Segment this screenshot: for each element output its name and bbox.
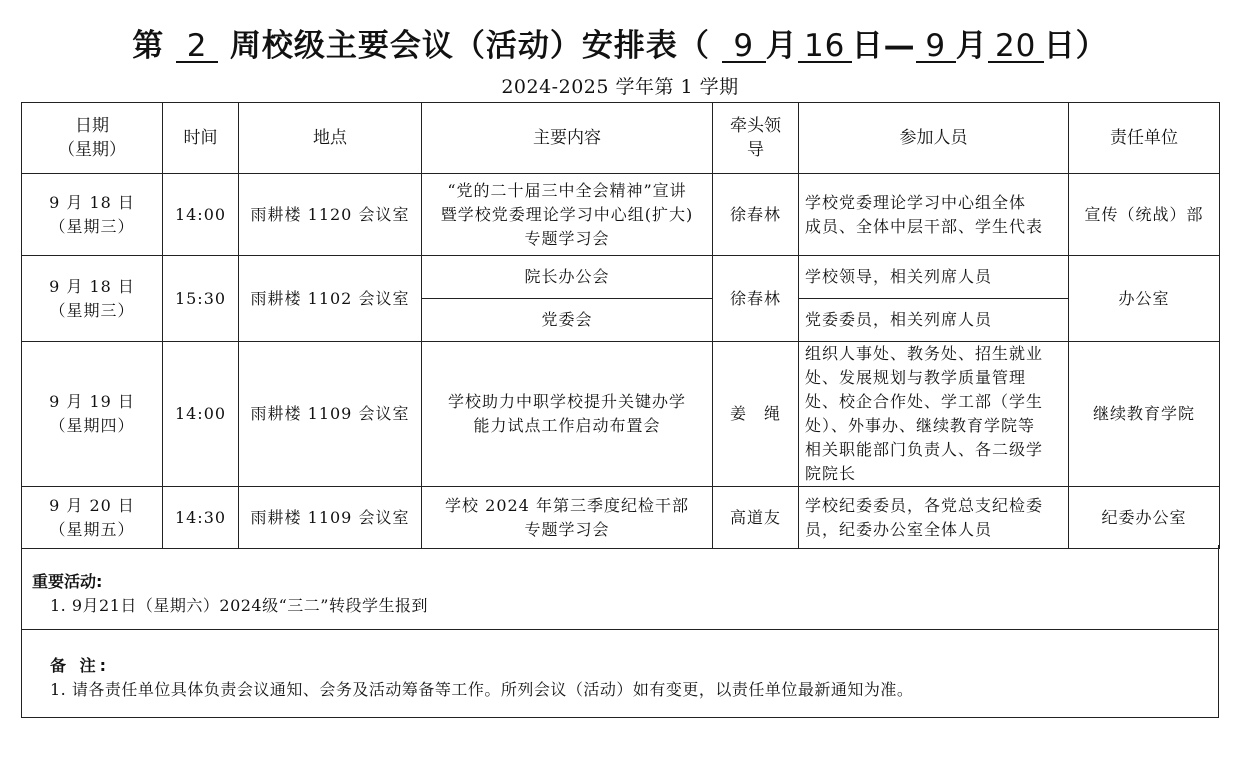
location-cell: 雨耕楼 1102 会议室 [239, 256, 422, 342]
header-participants: 参加人员 [799, 103, 1069, 174]
participants-cell: 党委委员，相关列席人员 [799, 299, 1069, 342]
content-cell [422, 174, 713, 256]
participants-line: 处）、外事办、继续教育学院等 [805, 416, 1036, 435]
header-weekday-label: （星期） [58, 140, 126, 160]
participants-cell [799, 487, 1069, 549]
header-content: 主要内容 [422, 103, 713, 174]
date-cell [22, 256, 163, 342]
table-row [22, 174, 1220, 256]
table-row [22, 487, 1220, 549]
date-text: 9 月 18 日 [49, 276, 135, 296]
content-cell: 院长办公会 [422, 256, 713, 299]
location-cell: 雨耕楼 1109 会议室 [239, 342, 422, 487]
content-line: 专题学习会 [524, 228, 610, 248]
notes-section [21, 545, 1219, 718]
participants-cell [799, 342, 1069, 487]
header-row [22, 103, 1220, 174]
header-date [22, 103, 163, 174]
participants-line: 院院长 [805, 464, 857, 483]
important-item: 1. 9月21日（星期六）2024级“三二”转段学生报到 [50, 596, 428, 615]
time-cell: 14:00 [163, 342, 239, 487]
table-row [22, 342, 1220, 487]
weekday-text: （星期三） [49, 300, 135, 320]
remarks-heading: 备 注: [50, 656, 110, 675]
header-leader [713, 103, 799, 174]
weekday-text: （星期三） [49, 216, 135, 236]
important-heading: 重要活动: [32, 572, 103, 591]
important-activities [22, 545, 1218, 630]
content-cell: 党委会 [422, 299, 713, 342]
participants-line: 相关职能部门负责人、各二级学 [805, 440, 1044, 459]
start-month: 9 [722, 31, 766, 63]
date-text: 9 月 18 日 [49, 192, 135, 212]
unit-cell: 继续教育学院 [1069, 342, 1220, 487]
participants-line: 学校党委理论学习中心组全体 [805, 192, 1027, 212]
unit-cell: 宣传（统战）部 [1069, 174, 1220, 256]
semester-subtitle: 2024-2025 学年第 1 学期 [501, 76, 739, 98]
participants-line: 处、校企合作处、学工部（学生 [805, 392, 1044, 411]
time-cell: 14:00 [163, 174, 239, 256]
header-time: 时间 [163, 103, 239, 174]
schedule-table [21, 102, 1220, 549]
participants-line: 处、发展规划与教学质量管理 [805, 368, 1027, 387]
remarks-item: 1. 请各责任单位具体负责会议通知、会务及活动筹备等工作。所列会议（活动）如有变更，以责任单位最新通知为准。 [50, 680, 914, 699]
participants-line: 组织人事处、教务处、招生就业 [805, 344, 1044, 363]
participants-cell [799, 174, 1069, 256]
leader-cell: 徐春林 [713, 256, 799, 342]
date-text: 9 月 20 日 [49, 495, 135, 515]
title-suffix: 日） [1043, 28, 1108, 64]
weekday-text: （星期五） [49, 519, 135, 539]
participants-line: 成员、全体中层干部、学生代表 [805, 216, 1044, 236]
unit-cell: 纪委办公室 [1069, 487, 1220, 549]
leader-cell: 高道友 [713, 487, 799, 549]
month-char-2: 月 [955, 28, 988, 64]
date-cell [22, 487, 163, 549]
leader-cell: 徐春林 [713, 174, 799, 256]
table-row [22, 256, 1220, 299]
title-middle: 周校级主要会议（活动）安排表（ [229, 28, 710, 64]
header-leader-line1: 牵头领 [730, 116, 781, 136]
unit-cell: 办公室 [1069, 256, 1220, 342]
content-line: 学校助力中职学校提升关键办学 [447, 392, 686, 411]
header-leader-line2: 导 [747, 140, 764, 160]
day-char-1: 日— [851, 28, 916, 64]
title-prefix: 第 [132, 28, 165, 64]
end-day: 20 [988, 31, 1044, 63]
weekday-text: （星期四） [49, 416, 135, 435]
header-unit: 责任单位 [1069, 103, 1220, 174]
page-title [0, 20, 1240, 65]
content-cell [422, 342, 713, 487]
participants-cell: 学校领导，相关列席人员 [799, 256, 1069, 299]
date-text: 9 月 19 日 [49, 392, 135, 411]
location-cell: 雨耕楼 1109 会议室 [239, 487, 422, 549]
content-line: 学校 2024 年第三季度纪检干部 [445, 495, 689, 515]
content-line: 暨学校党委理论学习中心组(扩大) [440, 204, 694, 224]
header-location: 地点 [239, 103, 422, 174]
content-line: 专题学习会 [524, 519, 610, 539]
remarks [22, 630, 1218, 717]
header-date-label: 日期 [75, 116, 109, 136]
location-cell: 雨耕楼 1120 会议室 [239, 174, 422, 256]
date-cell [22, 174, 163, 256]
start-day: 16 [798, 31, 852, 63]
content-cell [422, 487, 713, 549]
end-month: 9 [916, 31, 956, 63]
date-cell [22, 342, 163, 487]
week-number: 2 [176, 31, 218, 63]
time-cell: 15:30 [163, 256, 239, 342]
participants-line: 学校纪委委员，各党总支纪检委 [805, 495, 1044, 515]
content-line: “党的二十届三中全会精神”宣讲 [447, 180, 687, 200]
content-line: 能力试点工作启动布置会 [473, 416, 661, 435]
time-cell: 14:30 [163, 487, 239, 549]
month-char-1: 月 [765, 28, 798, 64]
participants-line: 员，纪委办公室全体人员 [805, 519, 993, 539]
leader-cell: 姜 绳 [713, 342, 799, 487]
